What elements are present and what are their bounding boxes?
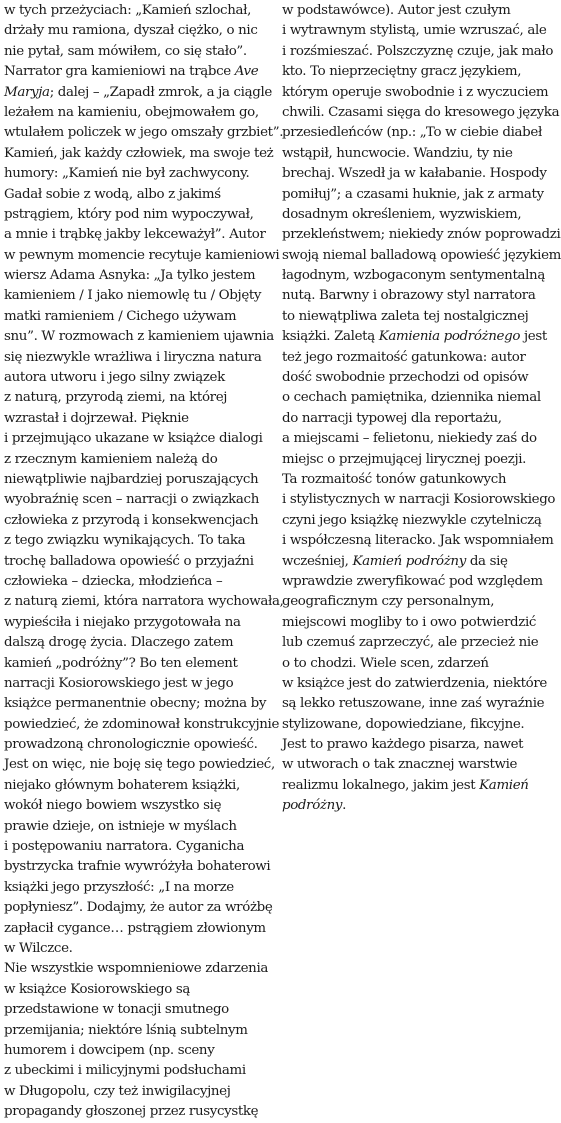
- text-line: [282, 633, 538, 653]
- text-run: zapłacił cygance… pstrągiem złowionym: [4, 920, 266, 936]
- text-run: i wytrawnym stylistą, umie wzruszać, ale: [282, 23, 547, 39]
- text-run: z rzecznym kamieniem należą do: [4, 451, 218, 467]
- text-line: [4, 266, 266, 286]
- text-line: [4, 123, 284, 143]
- text-line: [282, 572, 543, 592]
- text-run: trochę balladowa opowieść o przyjaźni: [4, 553, 254, 569]
- text-run: drżały mu ramiona, dyszał ciężko, o nic: [4, 23, 258, 39]
- text-run: prowadzoną chronologicznie opowieść.: [4, 737, 258, 753]
- text-line: [4, 796, 266, 816]
- text-line: [282, 62, 538, 82]
- text-run: Kamień, jak każdy człowiek, ma swoje też: [4, 145, 274, 161]
- text-line: [282, 796, 538, 816]
- text-line: [282, 123, 542, 143]
- text-run: i przejmująco ukazane w książce dialogi: [4, 431, 263, 447]
- text-run: propagandy głoszonej przez rusycystkę: [4, 1104, 259, 1120]
- text-run: da się: [465, 553, 508, 569]
- text-run: dość swobodnie przechodzi od opisów: [282, 370, 529, 386]
- text-run: jest: [520, 329, 547, 345]
- text-run: przemijania; niektóre lśnią subtelnym: [4, 1022, 248, 1038]
- text-run: humorem i dowcipem (np. sceny: [4, 1042, 215, 1058]
- text-run: wtulałem policzek w jego omszały grzbiet”.: [4, 125, 284, 141]
- text-run: nie pytał, sam mówiłem, co się stało”.: [4, 43, 247, 59]
- text-run: Nie wszystkie wspomnieniowe zdarzenia: [4, 961, 269, 977]
- text-line: [282, 592, 538, 612]
- text-run: i współczesną literacko. Jak wspomniałem: [282, 533, 554, 549]
- text-run: wypieściła i niejako przygotowała na: [4, 614, 241, 630]
- text-line: [4, 429, 266, 449]
- text-line: [282, 531, 554, 551]
- italic-title-text: Ave: [234, 64, 259, 80]
- text-run: matki ramieniem / Cichego używam: [4, 308, 237, 324]
- text-line: [282, 450, 538, 470]
- text-run: w utworach o tak znacznej warstwie: [282, 757, 518, 773]
- text-line: [4, 898, 273, 918]
- text-line: [282, 42, 554, 62]
- text-run: człowieka z przyrodą i konsekwencjach: [4, 512, 259, 528]
- text-line: [282, 185, 544, 205]
- text-run: przekleństwem; niekiedy znów poprowadzi: [282, 227, 561, 243]
- text-run: o to chodzi. Wiele scen, zdarzeń: [282, 655, 489, 671]
- text-line: [282, 409, 538, 429]
- text-run: wstąpił, huncwocie. Wandziu, ty nie: [282, 145, 513, 161]
- text-run: się niezwykle wrażliwa i liryczna natura: [4, 349, 262, 365]
- text-run: dalszą drogę życia. Dlaczego zatem: [4, 635, 234, 651]
- text-run: to niewątpliwa zaleta tej nostalgicznej: [282, 308, 529, 324]
- text-run: pstrągiem, który pod nim wypoczywał,: [4, 206, 254, 222]
- text-line: [282, 164, 547, 184]
- text-run: pomiłuj”; a czasami huknie, jak z armaty: [282, 186, 544, 202]
- text-line: [4, 1000, 266, 1020]
- text-run: łagodnym, wzbogaconym sentymentalną: [282, 268, 545, 284]
- text-line: [4, 205, 266, 225]
- text-line: [4, 409, 266, 429]
- text-line: [4, 1061, 266, 1081]
- text-line: [4, 776, 266, 796]
- text-line: [282, 613, 538, 633]
- text-line: [282, 490, 556, 510]
- text-line: [282, 246, 561, 266]
- text-line: [282, 205, 538, 225]
- text-line: [4, 144, 274, 164]
- text-line: [4, 1082, 266, 1102]
- text-run: przesiedleńców (np.: „To w ciebie diabeł: [282, 125, 542, 141]
- text-run: swoją niemal balladową opowieść językiem: [282, 247, 561, 263]
- text-run: wiersz Adama Asnyka: „Ja tylko jestem: [4, 268, 256, 284]
- text-run: narracji Kosiorowskiego jest w jego: [4, 675, 234, 691]
- text-run: a miejscami – felietonu, niekiedy zaś do: [282, 431, 537, 447]
- text-run: autora utworu i jego silny związek: [4, 370, 225, 386]
- text-run: w podstawówce). Autor jest czułym: [282, 3, 511, 18]
- text-run: i postępowaniu narratora. Cyganicha: [4, 839, 245, 855]
- text-line: [282, 144, 538, 164]
- text-line: [4, 511, 266, 531]
- text-line: [4, 755, 275, 775]
- text-line: [4, 246, 280, 266]
- text-line: [282, 348, 538, 368]
- text-run: kto. To nieprzeciętny gracz językiem,: [282, 64, 522, 80]
- text-run: miejsc o przejmującej lirycznej poezji.: [282, 451, 527, 467]
- text-run: a mnie i trąbkę jakby lekceważył”. Autor: [4, 227, 266, 243]
- italic-title-text: Kamień podróżny: [352, 553, 466, 569]
- text-run: leżałem na kamieniu, obejmowałem go,: [4, 104, 259, 120]
- text-line: [282, 552, 538, 572]
- text-run: którym operuje swobodnie i z wyczuciem: [282, 84, 549, 100]
- text-run: popłyniesz”. Dodajmy, że autor za wróżbę: [4, 900, 273, 916]
- text-line: [282, 674, 547, 694]
- text-run: stylizowane, dopowiedziane, fikcyjne.: [282, 716, 525, 732]
- text-run: z naturą ziemi, która narratora wychowała,: [4, 594, 284, 610]
- text-run: przedstawione w tonacji smutnego: [4, 1002, 229, 1018]
- text-line: [4, 368, 266, 388]
- text-run: humory: „Kamień nie był zachwycony.: [4, 166, 250, 182]
- text-line: [4, 694, 266, 714]
- text-line: [282, 225, 561, 245]
- text-line: [282, 266, 545, 286]
- text-run: też jego rozmaitość gatunkowa: autor: [282, 349, 526, 365]
- text-line: [4, 307, 266, 327]
- text-run: człowieka – dziecka, młodzieńca –: [4, 573, 223, 589]
- text-run: brechaj. Wszedł ja w kałabanie. Hospody: [282, 166, 547, 182]
- text-line: [282, 307, 538, 327]
- italic-title-text: Kamienia podróżnego: [378, 329, 521, 345]
- text-line: [4, 878, 266, 898]
- text-run: nutą. Barwny i obrazowy styl narratora: [282, 288, 536, 304]
- text-line: [4, 654, 266, 674]
- text-line: [4, 552, 266, 572]
- text-line: [282, 755, 538, 775]
- text-run: są lekko retuszowane, inne zaś wyraźnie: [282, 696, 545, 712]
- text-line: [4, 613, 266, 633]
- text-run: z naturą, przyrodą ziemi, na której: [4, 390, 228, 406]
- text-line: [282, 776, 538, 796]
- text-run: snu”. W rozmowach z kamieniem ujawnia: [4, 329, 274, 345]
- text-line: [282, 429, 538, 449]
- text-run: lub czemuś zaprzeczyć, ale przecież nie: [282, 635, 539, 651]
- text-line: [4, 674, 266, 694]
- text-run: kamieniem / I jako niemowlę tu / Objęty: [4, 288, 262, 304]
- text-run: do narracji typowej dla reportażu,: [282, 410, 502, 426]
- text-line: [4, 348, 266, 368]
- text-line: [4, 62, 266, 82]
- text-run: wokół niego bowiem wszystko się: [4, 798, 222, 814]
- text-run: chwili. Czasami sięga do kresowego języka: [282, 104, 560, 120]
- text-line: [282, 21, 547, 41]
- text-line: [282, 286, 538, 306]
- text-run: prawie dzieje, on istnieje w myślach: [4, 818, 237, 834]
- text-run: Ta rozmaitość tonów gatunkowych: [282, 471, 507, 487]
- text-run: w książce jest do zatwierdzenia, niektóre: [282, 675, 547, 691]
- text-run: wyobraźnię scen – narracji o związkach: [4, 492, 259, 508]
- text-run: Narrator gra kamieniowi na trąbce: [4, 64, 235, 80]
- italic-title-text: Kamień: [479, 777, 529, 793]
- text-line: [282, 511, 542, 531]
- text-line: [282, 470, 538, 490]
- text-line: [4, 939, 266, 959]
- text-run: bystrzycka trafnie wywróżyła bohaterowi: [4, 859, 271, 875]
- text-run: kamień „podróżny”? Bo ten element: [4, 655, 238, 671]
- text-column-right: [282, 1, 561, 817]
- text-run: geograficznym czy personalnym,: [282, 594, 495, 610]
- text-line: [4, 21, 266, 41]
- text-line: [282, 83, 549, 103]
- text-line: [4, 164, 266, 184]
- text-line: [4, 633, 266, 653]
- text-line: [4, 83, 272, 103]
- text-line: [4, 592, 284, 612]
- text-line: [4, 388, 266, 408]
- text-line: [4, 857, 271, 877]
- text-line: [282, 715, 538, 735]
- text-line: [4, 103, 266, 123]
- text-run: wprawdzie zweryfikować pod względem: [282, 573, 543, 589]
- text-line: [4, 572, 266, 592]
- text-run: czyni jego książkę niezwykle czytelniczą: [282, 512, 542, 528]
- italic-title-text: Maryja: [4, 84, 50, 100]
- text-run: wzrastał i dojrzewał. Pięknie: [4, 410, 189, 426]
- text-line: [282, 694, 545, 714]
- italic-title-text: podróżny: [282, 798, 343, 814]
- text-run: książce permanentnie obecny; można by: [4, 696, 267, 712]
- text-line: [4, 450, 266, 470]
- text-run: i rozśmieszać. Polszczyznę czuje, jak mało: [282, 43, 554, 59]
- text-run: niewątpliwie najbardziej poruszających: [4, 471, 259, 487]
- text-run: z tego związku wynikających. To taka: [4, 533, 246, 549]
- text-run: o cechach pamiętnika, dziennika niemal: [282, 390, 541, 406]
- text-line: [4, 531, 266, 551]
- text-line: [282, 368, 538, 388]
- text-run: Jest to prawo każdego pisarza, nawet: [282, 737, 524, 753]
- text-line: [282, 735, 538, 755]
- text-run: Jest on więc, nie boję się tego powiedzieć,: [4, 757, 275, 773]
- text-column-left: [4, 1, 284, 1122]
- text-run: i stylistycznych w narracji Kosiorowskiego: [282, 492, 556, 508]
- text-line: [4, 1021, 266, 1041]
- text-run: książki jego przyszłość: „I na morze: [4, 879, 234, 895]
- text-line: [4, 1041, 266, 1061]
- text-run: ; dalej – „Zapadł zmrok, a ja ciągle: [49, 84, 272, 100]
- text-line: [4, 1, 266, 21]
- text-line: [4, 817, 266, 837]
- text-run: w Wilczce.: [4, 940, 73, 956]
- text-line: [4, 959, 269, 979]
- text-line: [4, 286, 266, 306]
- text-line: [282, 1, 538, 21]
- text-run: z ubeckimi i milicyjnymi podsłuchami: [4, 1063, 246, 1079]
- text-run: .: [342, 798, 347, 814]
- text-line: [4, 225, 266, 245]
- text-line: [4, 735, 266, 755]
- text-line: [4, 185, 266, 205]
- text-line: [4, 490, 266, 510]
- text-line: [4, 919, 266, 939]
- text-line: [282, 388, 541, 408]
- text-run: miejscowi mogliby to i owo potwierdzić: [282, 614, 537, 630]
- text-run: powiedzieć, że zdominował konstrukcyjnie: [4, 716, 280, 732]
- text-line: [282, 327, 547, 347]
- text-run: w pewnym momencie recytuje kamieniowi: [4, 247, 280, 263]
- text-run: dosadnym określeniem, wyzwiskiem,: [282, 206, 522, 222]
- text-run: w książce Kosiorowskiego są: [4, 981, 191, 997]
- text-line: [4, 327, 274, 347]
- text-line: [4, 470, 266, 490]
- text-line: [4, 980, 266, 1000]
- text-run: wcześniej,: [282, 553, 353, 569]
- text-run: Gadał sobie z wodą, albo z jakimś: [4, 186, 221, 202]
- text-line: [4, 1102, 266, 1122]
- text-run: książki. Zaletą: [282, 329, 379, 345]
- text-line: [4, 715, 280, 735]
- text-run: realizmu lokalnego, jakim jest: [282, 777, 480, 793]
- text-line: [282, 654, 538, 674]
- text-run: w Długopolu, czy też inwigilacyjnej: [4, 1083, 231, 1099]
- text-run: w tych przeżyciach: „Kamień szlochał,: [4, 3, 252, 18]
- text-run: niejako głównym bohaterem książki,: [4, 777, 240, 793]
- text-line: [282, 103, 560, 123]
- text-line: [4, 42, 266, 62]
- text-line: [4, 837, 266, 857]
